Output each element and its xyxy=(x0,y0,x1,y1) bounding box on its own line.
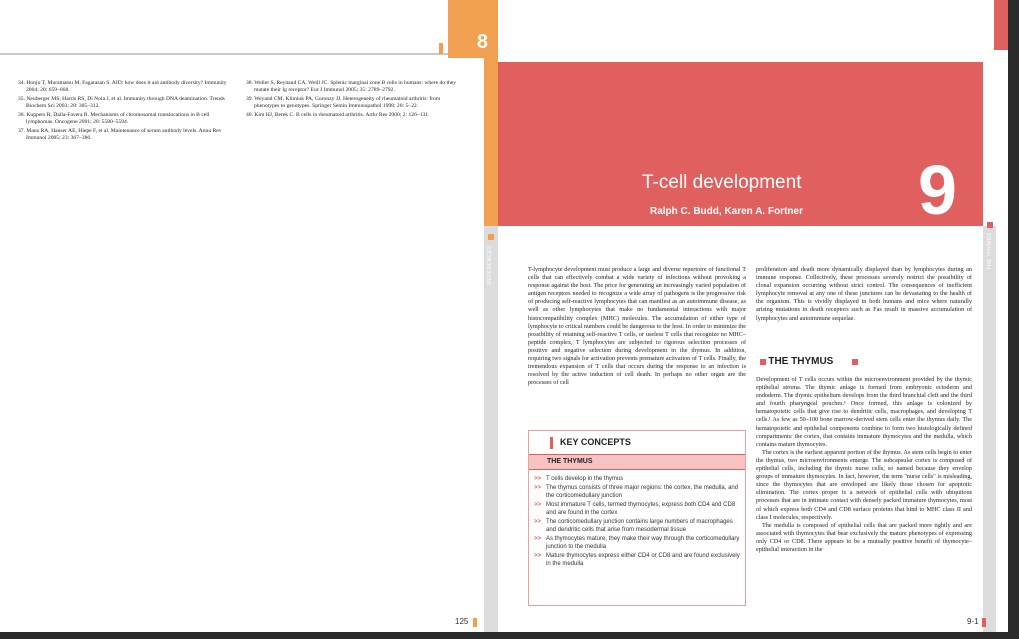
chapter-title-band xyxy=(498,62,983,226)
references-column-1 xyxy=(18,80,234,144)
side-accent-strip xyxy=(484,58,498,226)
intro-paragraph: T-lymphocyte development must produce a large and diverse repertoire of functional T cells that can effectively combat a wide variety of infections without provoking a response against the host. The price for generating an increasingly varied population of antigen receptors needed to recognize a wide array of pathogens is the progressive risk of producing self-reactive lymphocytes that can manifest as an autoimmune disease, as well as other lymphocytes that make no fundamental interactions with major histocompatibility complex (MHC) molecules. The accumulation of either type of lymphocyte to critical numbers could be dangerous to the host. In order to minimize the possibility of retaining self-reactive T cells, or useless T cells that recognize no MHC–peptide complex, T lymphocytes are subjected to rigorous selection processes of positive and negative selection during development in the thymus. In addition, requiring two signals for activation prevents premature activation of T cells. Finally, the tremendous expansion of T cells that occurs during the response to an infection is resolved by the active induction of cell death. In perhaps no other organ are the processes of cell xyxy=(528,266,746,387)
key-concept-text: The thymus consists of three major regions: the cortex, the medulla, and the corticomedullary junction xyxy=(546,485,739,499)
reference-item: 35. Neuberger MS, Harris RS, Di Noia J, et al. Immunity through DNA deamination. Trends Biochem Sci 2003; 28: 305–312. xyxy=(18,96,225,110)
reference-item: 36. Kuppers R, Dalla-Favera R. Mechanisms of chromosomal translocations in B cell lymphomas. Oncogene 2001; 20: 5580–5594. xyxy=(18,112,210,126)
double-chevron-icon: >> xyxy=(534,502,542,509)
section-heading xyxy=(760,356,833,367)
body-paragraph: The medulla is composed of epithelial cells that are packed more tightly and are associated with thymocytes that bear exclusively the mature phenotypes of expressing only CD4 or CD8. There appears to be a mutually positive benefit of thymocyte–epithelial interaction in the xyxy=(756,521,972,553)
side-label-mark xyxy=(987,222,993,228)
thymus-section-body xyxy=(756,376,972,554)
section-heading-mark xyxy=(852,359,858,365)
body-paragraph: Development of T cells occurs within the microenvironment provided by the thymic epithelial stroma. The thymic anlage is formed from embryonic ectoderm and endoderm. The thymic epithelium develops from the third branchial cleft and the third and fourth pharyngeal pouches.¹ Once formed, this anlage is colonized by hematopoietic cells that give rise to dendritic cells, macrophages, and developing T cells.¹ As few as 50–100 bone marrow-derived stem cells enter the thymus daily. The hematopoietic and epithelial components combine to form two histologically defined compartments: the cortex, that contains immature thymocytes and the medulla, which contains mature thymocytes. xyxy=(756,376,972,448)
double-chevron-icon: >> xyxy=(534,519,542,526)
chapter-tab xyxy=(994,0,1008,50)
body-paragraph: The cortex is the earliest apparent portion of the thymus. As stem cells begin to enter the thymus, two microenvironments emerge. The subcapsular cortex is composed of epithelial cells, including the thymic nurse cells, so named because they envelop groups of immature thymocytes. In fact, however, the term "nurse cells" is misleading, since the thymocytes that are enveloped are likely those chosen for apoptotic elimination. The cortex proper is a network of epithelial cells with ubiquitous processes that are in intimate contact with densely packed immature thymocytes, most of which express both CD4 and CD8 surface proteins that bind to MHC class II and class I molecules, respectively. xyxy=(756,448,972,521)
page-edge xyxy=(996,0,1008,632)
page-number-mark xyxy=(473,618,477,627)
section-heading-text: THE THYMUS xyxy=(768,356,834,367)
reference-item: 37. Manz RA, Hauser AE, Hiepe F, et al. Maintenance of serum antibody levels. Annu Rev Immunol 2005; 23: 367–386. xyxy=(18,128,222,142)
references-column-2 xyxy=(246,80,462,121)
chapter-number: 8 xyxy=(476,31,488,53)
chapter-number: 9 xyxy=(918,151,957,229)
page-number: 9-1 xyxy=(967,617,979,626)
side-label-mark xyxy=(488,234,494,240)
reference-item: 39. Weyand CM, Klimiuk PA, Goronzy JJ. Heterogeneity of rheumatoid arthritis: from phenotypes to genotypes. Springer Semin Immunopathol 1998; 20: 5–22. xyxy=(246,96,441,110)
key-concept-item xyxy=(534,485,740,500)
reference-item: 38. Weller S, Reynaud CA, Weill JC. Splenic marginal zone B cells in humans: where do they mutate their Ig receptor? Eur J Immunol 2005; 35: 2789–2792. xyxy=(246,80,457,94)
side-section-label: REFERENCES xyxy=(487,245,493,285)
key-concept-item xyxy=(534,502,740,517)
key-concept-item xyxy=(534,476,740,484)
side-gray-strip xyxy=(983,226,996,632)
chapter-title: T-cell development xyxy=(642,172,802,193)
key-concepts-subtitle: THE THYMUS xyxy=(547,458,593,465)
key-concept-item xyxy=(534,553,740,568)
key-concept-item xyxy=(534,536,740,551)
double-chevron-icon: >> xyxy=(534,485,542,492)
double-chevron-icon: >> xyxy=(534,536,542,543)
reference-item: 34. Honjo T, Muramatsu M, Fagarasan S. AID: how does it aid antibody diversity? Immunity 2004; 20: 659–668. xyxy=(18,80,227,94)
key-concept-text: The corticomedullary junction contains large numbers of macrophages and dendritic cells that arise from mesodermal tissue xyxy=(546,519,733,533)
intro-paragraph-continued: proliferation and death more dynamically displayed than by lymphocytes during an immune response. Collectively, these processes severely restrict the possibility of clonal expansion occurring without strict control. The consequences of inefficient lymphocyte removal at any one of these junctures can be devastating to the health of the organism. This is vividly displayed in both humans and mice where naturally arising mutations in death receptors such as Fas result in massive accumulation of lymphocytes and autoimmune sequelae. xyxy=(756,266,972,322)
key-concept-text: As thymocytes mature, they make their way through the corticomedullary junction to the medulla xyxy=(546,536,740,550)
chapter-tab xyxy=(448,0,498,58)
side-gray-strip xyxy=(484,226,498,632)
key-concepts-title: KEY CONCEPTS xyxy=(560,437,631,447)
key-concept-item xyxy=(534,519,740,534)
double-chevron-icon: >> xyxy=(534,553,542,560)
key-concept-text: Mature thymocytes express either CD4 or CD8 and are found exclusively in the medulla xyxy=(546,553,740,567)
key-concepts-list xyxy=(534,476,740,570)
page-number: 125 xyxy=(455,617,469,626)
key-concept-text: Most immature T cells, termed thymocytes, express both CD4 and CD8 and are found in the cortex xyxy=(546,502,736,516)
reference-item: 40. Kim HJ, Berek C. B cells in rheumatoid arthritis. Arthr Res 2000; 2: 126–131. xyxy=(246,112,430,118)
header-accent-mark xyxy=(439,43,443,54)
key-concepts-subtitle-band xyxy=(529,454,745,470)
chapter-authors: Ralph C. Budd, Karen A. Fortner xyxy=(650,206,803,217)
header-rule xyxy=(0,53,460,55)
side-section-label: THE THYMUS xyxy=(987,232,993,270)
key-concept-text: T cells develop in the thymus xyxy=(546,476,624,482)
key-concepts-mark xyxy=(550,437,553,449)
double-chevron-icon: >> xyxy=(534,476,542,482)
page-number-mark xyxy=(982,618,986,627)
